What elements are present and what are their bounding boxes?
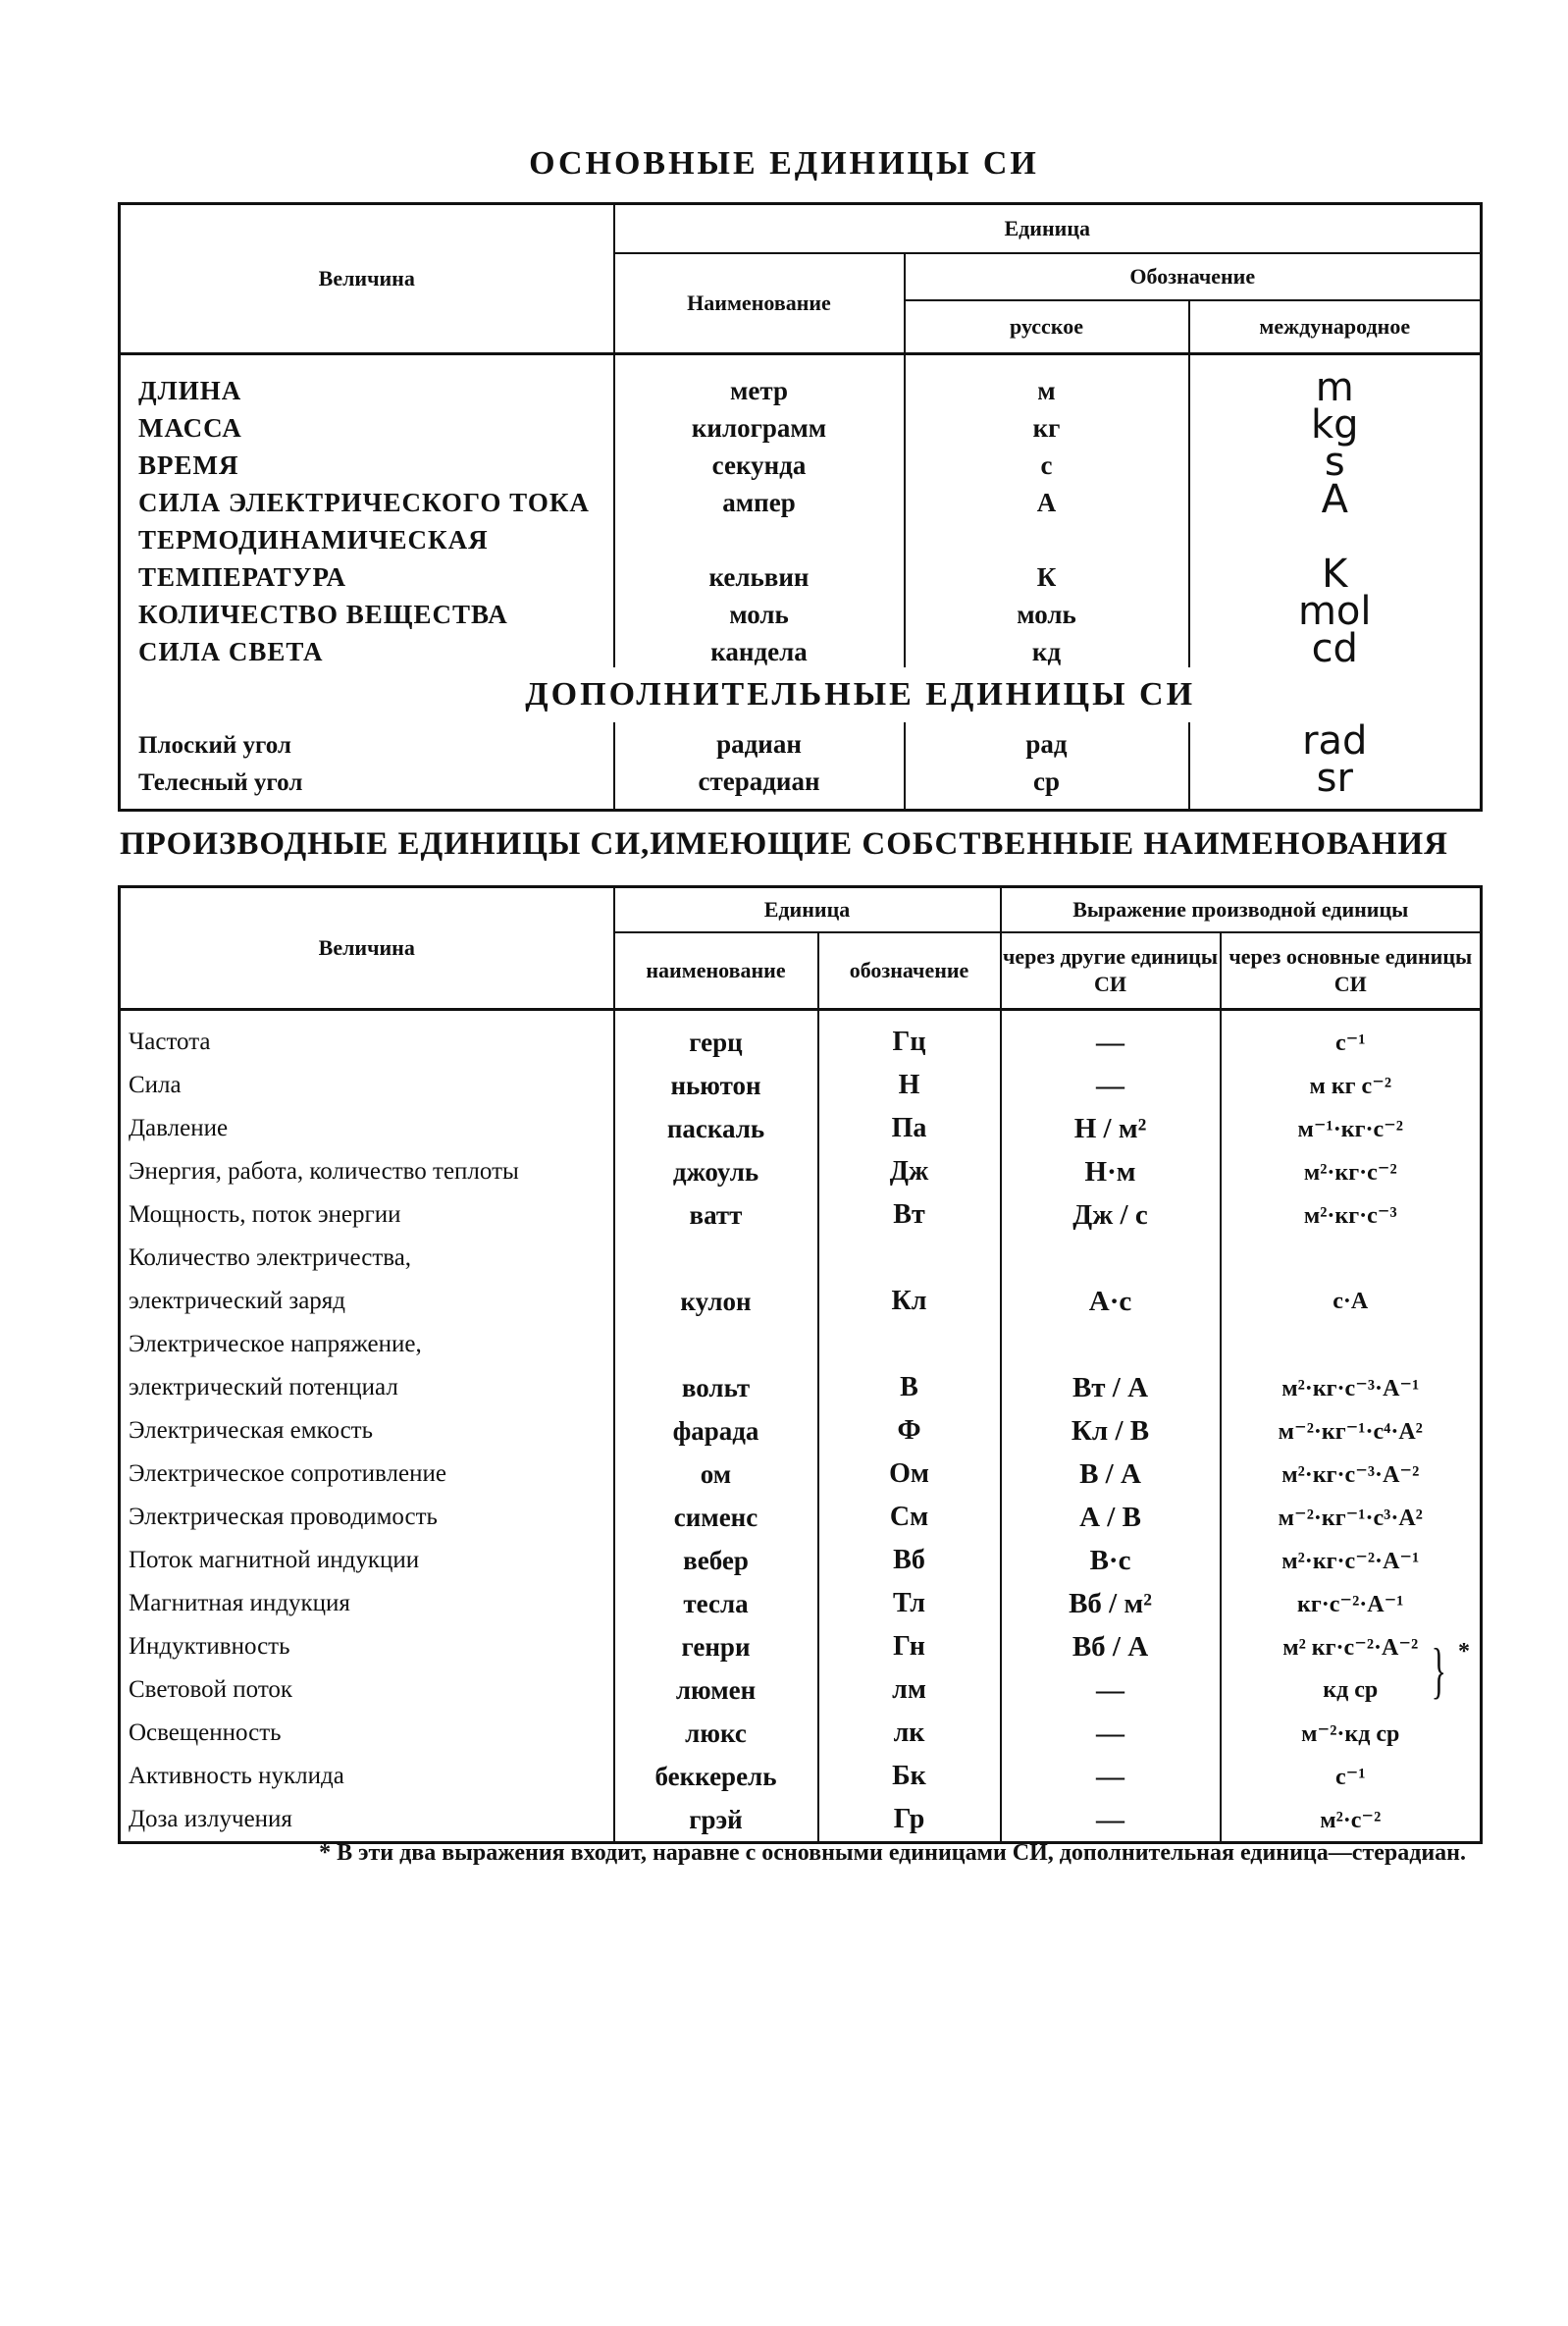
international-symbol-cell: K bbox=[1189, 555, 1482, 593]
via-other-cell-text: В / А bbox=[1079, 1457, 1141, 1490]
via-base-cell bbox=[1221, 1107, 1482, 1150]
via-base-cell-text: м кг с⁻² bbox=[1309, 1074, 1392, 1099]
unit-symbol-cell-text: Дж bbox=[889, 1156, 929, 1187]
footnote-mark: * bbox=[1458, 1639, 1471, 1665]
via-base-cell-text: с·А bbox=[1333, 1288, 1369, 1314]
table-row bbox=[120, 1323, 1482, 1366]
quantity-cell bbox=[120, 1323, 614, 1366]
unit-symbol-cell bbox=[818, 1237, 1001, 1280]
table-row bbox=[120, 1237, 1482, 1280]
unit-name-cell-text: тесла bbox=[683, 1588, 749, 1618]
quantity-cell: КОЛИЧЕСТВО ВЕЩЕСТВА bbox=[120, 593, 614, 630]
table-row bbox=[120, 1453, 1482, 1496]
unit-name-cell-text: фарада bbox=[672, 1415, 759, 1446]
via-base-cell bbox=[1221, 1409, 1482, 1453]
header-name: наименование bbox=[614, 932, 818, 1010]
via-base-cell bbox=[1221, 1712, 1482, 1755]
unit-name-cell: кельвин bbox=[614, 555, 905, 593]
international-symbol-cell: sr bbox=[1189, 760, 1482, 811]
quantity-cell-text: Активность нуклида bbox=[129, 1763, 344, 1789]
unit-symbol-cell-text: Вт bbox=[893, 1199, 925, 1230]
table-row bbox=[120, 1366, 1482, 1409]
international-symbol-cell bbox=[1189, 518, 1482, 555]
via-other-cell-text: Кл / В bbox=[1071, 1414, 1150, 1447]
via-base-cell-text: с⁻¹ bbox=[1335, 1031, 1366, 1056]
via-other-cell-text: Вб / А bbox=[1071, 1630, 1149, 1663]
via-other-cell bbox=[1001, 1755, 1221, 1798]
base-units-table bbox=[118, 202, 1483, 812]
via-base-cell bbox=[1221, 1237, 1482, 1280]
unit-name-cell bbox=[614, 1453, 818, 1496]
unit-name-cell bbox=[614, 1409, 818, 1453]
unit-symbol-cell bbox=[818, 1668, 1001, 1712]
table-row bbox=[120, 593, 1482, 630]
quantity-cell bbox=[120, 1064, 614, 1107]
table-row bbox=[120, 1064, 1482, 1107]
quantity-cell bbox=[120, 1409, 614, 1453]
table-row bbox=[120, 1712, 1482, 1755]
via-base-cell bbox=[1221, 1010, 1482, 1065]
unit-symbol-cell-text: Ом bbox=[889, 1458, 929, 1489]
quantity-cell-text: Частота bbox=[129, 1029, 211, 1055]
via-other-cell-text: — bbox=[1096, 1760, 1125, 1792]
unit-name-cell-text: генри bbox=[681, 1631, 751, 1662]
quantity-cell-text: Поток магнитной индукции bbox=[129, 1547, 420, 1573]
unit-symbol-cell bbox=[818, 1496, 1001, 1539]
via-base-cell-text: м⁻²·кг⁻¹·с³·А² bbox=[1278, 1506, 1423, 1531]
unit-name-cell bbox=[614, 1582, 818, 1625]
via-other-cell-text: — bbox=[1096, 1026, 1125, 1058]
via-other-cell-text: Вт / А bbox=[1071, 1371, 1149, 1403]
quantity-cell-text: электрический потенциал bbox=[129, 1374, 398, 1401]
via-base-cell bbox=[1221, 1323, 1482, 1366]
via-base-cell bbox=[1221, 1064, 1482, 1107]
table-row bbox=[120, 722, 1482, 760]
unit-name-cell-text: ом bbox=[700, 1458, 732, 1489]
unit-name-cell bbox=[614, 1010, 818, 1065]
unit-symbol-cell bbox=[818, 1712, 1001, 1755]
quantity-cell bbox=[120, 1539, 614, 1582]
unit-name-cell bbox=[614, 1280, 818, 1323]
quantity-cell-text: Количество электричества, bbox=[129, 1244, 412, 1271]
via-other-cell-text: А / В bbox=[1079, 1501, 1141, 1533]
via-other-cell-text: — bbox=[1096, 1803, 1125, 1835]
russian-symbol-cell: кг bbox=[905, 406, 1189, 444]
unit-name-cell: стерадиан bbox=[614, 760, 905, 811]
quantity-cell bbox=[120, 1496, 614, 1539]
via-other-cell-text: Вб / м² bbox=[1069, 1587, 1152, 1619]
via-base-cell-text: м²·кг·с⁻³·А⁻² bbox=[1281, 1462, 1420, 1488]
table-row bbox=[120, 1539, 1482, 1582]
header-unit: Единица bbox=[614, 887, 1001, 933]
via-base-cell bbox=[1221, 1150, 1482, 1193]
unit-symbol-cell-text: Па bbox=[891, 1113, 927, 1143]
unit-symbol-cell bbox=[818, 1064, 1001, 1107]
quantity-cell bbox=[120, 1280, 614, 1323]
unit-name-cell-text: сименс bbox=[673, 1502, 758, 1532]
table-row bbox=[120, 1193, 1482, 1237]
via-base-cell-text: м²·кг·с⁻³ bbox=[1303, 1203, 1397, 1229]
via-base-cell-text: кд ср bbox=[1323, 1676, 1379, 1703]
unit-symbol-cell-text: Гц bbox=[892, 1027, 926, 1057]
via-base-cell-text: м²·с⁻² bbox=[1320, 1808, 1382, 1833]
via-other-cell bbox=[1001, 1150, 1221, 1193]
russian-symbol-cell: ср bbox=[905, 760, 1189, 811]
via-other-cell-text: А·с bbox=[1088, 1285, 1132, 1317]
unit-symbol-cell bbox=[818, 1755, 1001, 1798]
quantity-cell: ВРЕМЯ bbox=[120, 444, 614, 481]
unit-name-cell bbox=[614, 1237, 818, 1280]
unit-symbol-cell-text: Бк bbox=[892, 1761, 926, 1791]
table-row bbox=[120, 444, 1482, 481]
unit-name-cell-text: вебер bbox=[683, 1545, 749, 1575]
derived-units-table bbox=[118, 885, 1483, 1844]
table-row bbox=[120, 1107, 1482, 1150]
header-via-other: через другие единицы СИ bbox=[1001, 932, 1221, 1010]
header-quantity: Величина bbox=[120, 887, 614, 1010]
table-row bbox=[120, 518, 1482, 555]
table-row bbox=[120, 1409, 1482, 1453]
table-row bbox=[120, 1496, 1482, 1539]
unit-symbol-cell bbox=[818, 1582, 1001, 1625]
unit-symbol-cell bbox=[818, 1798, 1001, 1843]
quantity-cell-text: Электрическая емкость bbox=[129, 1417, 374, 1444]
via-base-cell-text: м⁻¹·кг·с⁻² bbox=[1297, 1117, 1403, 1142]
unit-name-cell bbox=[614, 1496, 818, 1539]
unit-name-cell-text: кулон bbox=[680, 1286, 752, 1316]
via-other-cell bbox=[1001, 1496, 1221, 1539]
quantity-cell: ТЕРМОДИНАМИЧЕСКАЯ bbox=[120, 518, 614, 555]
header-unit: Единица bbox=[614, 204, 1482, 254]
unit-name-cell: метр bbox=[614, 354, 905, 407]
unit-name-cell bbox=[614, 1193, 818, 1237]
table-row bbox=[120, 481, 1482, 518]
via-base-cell bbox=[1221, 1539, 1482, 1582]
table-row bbox=[120, 1280, 1482, 1323]
via-other-cell-text: Дж / с bbox=[1072, 1198, 1148, 1231]
russian-symbol-cell: с bbox=[905, 444, 1189, 481]
via-other-cell bbox=[1001, 1625, 1221, 1668]
international-symbol-cell: A bbox=[1189, 481, 1482, 518]
header-symbol: Обозначение bbox=[905, 253, 1482, 300]
russian-symbol-cell: кд bbox=[905, 630, 1189, 667]
via-other-cell-text: — bbox=[1096, 1717, 1125, 1749]
header-expression: Выражение производной единицы bbox=[1001, 887, 1482, 933]
russian-symbol-cell: рад bbox=[905, 722, 1189, 760]
unit-symbol-cell bbox=[818, 1625, 1001, 1668]
unit-symbol-cell bbox=[818, 1323, 1001, 1366]
via-other-cell bbox=[1001, 1712, 1221, 1755]
quantity-cell bbox=[120, 1453, 614, 1496]
header-name: Наименование bbox=[614, 253, 905, 354]
quantity-cell-text: Магнитная индукция bbox=[129, 1590, 350, 1616]
table-row bbox=[120, 406, 1482, 444]
unit-name-cell-text: люмен bbox=[675, 1674, 757, 1705]
header-international: международное bbox=[1189, 300, 1482, 354]
table-row bbox=[120, 1150, 1482, 1193]
unit-symbol-cell bbox=[818, 1453, 1001, 1496]
unit-name-cell: секунда bbox=[614, 444, 905, 481]
russian-symbol-cell: м bbox=[905, 354, 1189, 407]
via-other-cell bbox=[1001, 1193, 1221, 1237]
header-russian: русское bbox=[905, 300, 1189, 354]
via-other-cell bbox=[1001, 1237, 1221, 1280]
via-base-cell-text: кг·с⁻²·А⁻¹ bbox=[1297, 1592, 1404, 1617]
international-symbol-cell: cd bbox=[1189, 630, 1482, 667]
via-other-cell bbox=[1001, 1409, 1221, 1453]
quantity-cell-text: Доза излучения bbox=[129, 1806, 292, 1832]
unit-symbol-cell bbox=[818, 1280, 1001, 1323]
quantity-cell bbox=[120, 1237, 614, 1280]
unit-name-cell-text: джоуль bbox=[672, 1156, 759, 1187]
quantity-cell: ТЕМПЕРАТУРА bbox=[120, 555, 614, 593]
international-symbol-cell: s bbox=[1189, 444, 1482, 481]
quantity-cell: СИЛА ЭЛЕКТРИЧЕСКОГО ТОКА bbox=[120, 481, 614, 518]
via-base-cell-text: м²·кг·с⁻² bbox=[1303, 1160, 1397, 1186]
russian-symbol-cell: А bbox=[905, 481, 1189, 518]
footnote-brace: } bbox=[1431, 1635, 1447, 1705]
header-symbol: обозначение bbox=[818, 932, 1001, 1010]
unit-symbol-cell bbox=[818, 1193, 1001, 1237]
table-row bbox=[120, 1582, 1482, 1625]
quantity-cell bbox=[120, 1582, 614, 1625]
via-other-cell-text: В·с bbox=[1089, 1544, 1131, 1576]
via-base-cell bbox=[1221, 1366, 1482, 1409]
via-other-cell bbox=[1001, 1798, 1221, 1843]
unit-name-cell: ампер bbox=[614, 481, 905, 518]
quantity-cell-text: Электрическая проводимость bbox=[129, 1504, 438, 1530]
via-other-cell bbox=[1001, 1064, 1221, 1107]
unit-symbol-cell-text: Тл bbox=[893, 1588, 925, 1618]
quantity-cell bbox=[120, 1366, 614, 1409]
unit-symbol-cell bbox=[818, 1409, 1001, 1453]
international-symbol-cell: kg bbox=[1189, 406, 1482, 444]
unit-symbol-cell-text: Кл bbox=[891, 1286, 927, 1316]
unit-symbol-cell bbox=[818, 1539, 1001, 1582]
supplementary-title: ДОПОЛНИТЕЛЬНЫЕ ЕДИНИЦЫ СИ bbox=[525, 676, 1196, 713]
unit-name-cell bbox=[614, 1366, 818, 1409]
russian-symbol-cell: моль bbox=[905, 593, 1189, 630]
via-other-cell-text: — bbox=[1096, 1069, 1125, 1101]
quantity-cell-text: Энергия, работа, количество теплоты bbox=[129, 1158, 519, 1185]
unit-name-cell bbox=[614, 1150, 818, 1193]
quantity-cell-text: Мощность, поток энергии bbox=[129, 1201, 401, 1228]
via-base-cell-text: м⁻²·кд ср bbox=[1301, 1721, 1400, 1747]
via-other-cell-text: Н·м bbox=[1084, 1155, 1136, 1188]
international-symbol-cell: mol bbox=[1189, 593, 1482, 630]
via-base-cell bbox=[1221, 1453, 1482, 1496]
quantity-cell bbox=[120, 1712, 614, 1755]
via-base-cell bbox=[1221, 1582, 1482, 1625]
unit-name-cell-text: грэй bbox=[689, 1804, 743, 1834]
unit-name-cell-text: герц bbox=[689, 1027, 743, 1057]
quantity-cell bbox=[120, 1798, 614, 1843]
table-row bbox=[120, 354, 1482, 407]
table-row bbox=[120, 555, 1482, 593]
unit-symbol-cell-text: лк bbox=[893, 1718, 925, 1748]
via-other-cell bbox=[1001, 1453, 1221, 1496]
via-base-cell bbox=[1221, 1755, 1482, 1798]
quantity-cell bbox=[120, 1193, 614, 1237]
unit-name-cell-text: беккерель bbox=[654, 1761, 777, 1791]
via-other-cell bbox=[1001, 1107, 1221, 1150]
unit-name-cell-text: люкс bbox=[685, 1718, 747, 1748]
unit-name-cell-text: ньютон bbox=[670, 1070, 761, 1100]
unit-name-cell-text: паскаль bbox=[666, 1113, 765, 1143]
via-base-cell bbox=[1221, 1798, 1482, 1843]
unit-symbol-cell bbox=[818, 1107, 1001, 1150]
quantity-cell-text: электрический заряд bbox=[129, 1288, 346, 1314]
unit-symbol-cell-text: Гн bbox=[893, 1631, 925, 1662]
via-other-cell-text: Н / м² bbox=[1073, 1112, 1147, 1144]
header-quantity: Величина bbox=[120, 204, 614, 354]
unit-symbol-cell bbox=[818, 1150, 1001, 1193]
international-symbol-cell: m bbox=[1189, 354, 1482, 407]
unit-name-cell-text: вольт bbox=[681, 1372, 751, 1402]
quantity-cell: Плоский угол bbox=[120, 722, 614, 760]
russian-symbol-cell: К bbox=[905, 555, 1189, 593]
footnote: * В эти два выражения входит, наравне с основными единицами СИ, дополнительная единица—стерадиан. bbox=[319, 1840, 1466, 1866]
quantity-cell-text: Сила bbox=[129, 1072, 182, 1098]
quantity-cell bbox=[120, 1625, 614, 1668]
unit-name-cell bbox=[614, 1539, 818, 1582]
unit-name-cell bbox=[614, 1323, 818, 1366]
unit-name-cell bbox=[614, 1712, 818, 1755]
international-symbol-cell: rad bbox=[1189, 722, 1482, 760]
unit-name-cell: кандела bbox=[614, 630, 905, 667]
quantity-cell: ДЛИНА bbox=[120, 354, 614, 407]
unit-symbol-cell-text: лм bbox=[892, 1674, 926, 1705]
table-row bbox=[120, 1010, 1482, 1065]
russian-symbol-cell bbox=[905, 518, 1189, 555]
table-row bbox=[120, 1798, 1482, 1843]
via-base-cell bbox=[1221, 1280, 1482, 1323]
via-other-cell-text: — bbox=[1096, 1673, 1125, 1706]
via-other-cell bbox=[1001, 1668, 1221, 1712]
via-other-cell bbox=[1001, 1582, 1221, 1625]
unit-symbol-cell-text: В bbox=[900, 1372, 918, 1402]
unit-name-cell: моль bbox=[614, 593, 905, 630]
table-row bbox=[120, 1625, 1482, 1668]
table-row bbox=[120, 1668, 1482, 1712]
table-row bbox=[120, 630, 1482, 667]
quantity-cell-text: Электрическое сопротивление bbox=[129, 1460, 446, 1487]
unit-name-cell bbox=[614, 1107, 818, 1150]
unit-symbol-cell-text: См bbox=[889, 1502, 929, 1532]
unit-name-cell-text: ватт bbox=[689, 1199, 743, 1230]
via-base-cell bbox=[1221, 1496, 1482, 1539]
via-base-cell-text: м² кг·с⁻²·А⁻² bbox=[1282, 1635, 1419, 1661]
unit-name-cell bbox=[614, 518, 905, 555]
unit-name-cell bbox=[614, 1755, 818, 1798]
via-other-cell bbox=[1001, 1539, 1221, 1582]
via-base-cell-text: м²·кг·с⁻²·А⁻¹ bbox=[1281, 1549, 1420, 1574]
quantity-cell bbox=[120, 1668, 614, 1712]
unit-name-cell bbox=[614, 1625, 818, 1668]
via-other-cell bbox=[1001, 1366, 1221, 1409]
via-other-cell bbox=[1001, 1323, 1221, 1366]
derived-units-title: ПРОИЗВОДНЫЕ ЕДИНИЦЫ СИ,ИМЕЮЩИЕ СОБСТВЕННЫЕ НАИМЕНОВАНИЯ bbox=[120, 826, 1448, 862]
quantity-cell bbox=[120, 1755, 614, 1798]
unit-name-cell bbox=[614, 1668, 818, 1712]
unit-symbol-cell bbox=[818, 1366, 1001, 1409]
via-base-cell-text: с⁻¹ bbox=[1335, 1765, 1366, 1790]
quantity-cell: Телесный угол bbox=[120, 760, 614, 811]
quantity-cell bbox=[120, 1107, 614, 1150]
unit-name-cell: радиан bbox=[614, 722, 905, 760]
table-row bbox=[120, 1755, 1482, 1798]
quantity-cell-text: Электрическое напряжение, bbox=[129, 1331, 422, 1357]
via-other-cell bbox=[1001, 1010, 1221, 1065]
unit-symbol-cell-text: Вб bbox=[893, 1545, 925, 1575]
quantity-cell-text: Давление bbox=[129, 1115, 229, 1141]
quantity-cell bbox=[120, 1150, 614, 1193]
via-base-cell-text: м²·кг·с⁻³·А⁻¹ bbox=[1281, 1376, 1420, 1401]
table-row bbox=[120, 760, 1482, 811]
quantity-cell: МАССА bbox=[120, 406, 614, 444]
quantity-cell-text: Световой поток bbox=[129, 1676, 293, 1703]
quantity-cell-text: Освещенность bbox=[129, 1719, 282, 1746]
via-base-cell-text: м⁻²·кг⁻¹·с⁴·А² bbox=[1278, 1419, 1423, 1445]
quantity-cell bbox=[120, 1010, 614, 1065]
header-via-base: через основные единицы СИ bbox=[1221, 932, 1482, 1010]
unit-symbol-cell bbox=[818, 1010, 1001, 1065]
via-base-cell bbox=[1221, 1193, 1482, 1237]
quantity-cell-text: Индуктивность bbox=[129, 1633, 290, 1660]
quantity-cell: СИЛА СВЕТА bbox=[120, 630, 614, 667]
page-title: ОСНОВНЫЕ ЕДИНИЦЫ СИ bbox=[529, 145, 1039, 182]
unit-name-cell bbox=[614, 1798, 818, 1843]
unit-name-cell bbox=[614, 1064, 818, 1107]
unit-name-cell: килограмм bbox=[614, 406, 905, 444]
unit-symbol-cell-text: Н bbox=[898, 1070, 920, 1100]
unit-symbol-cell-text: Гр bbox=[893, 1804, 925, 1834]
unit-symbol-cell-text: Ф bbox=[897, 1415, 921, 1446]
supplementary-heading-row bbox=[120, 667, 1482, 722]
via-other-cell bbox=[1001, 1280, 1221, 1323]
